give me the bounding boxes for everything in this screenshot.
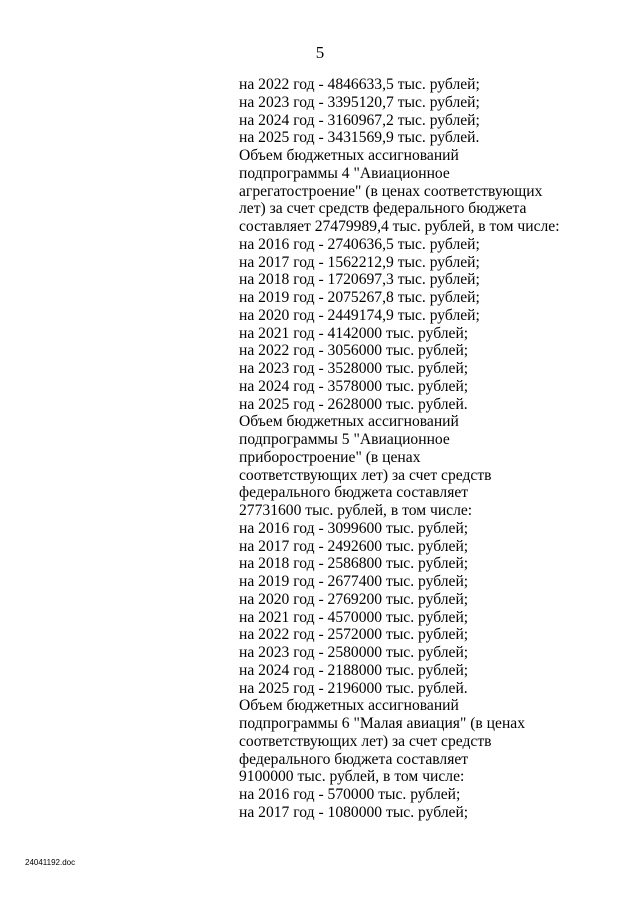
- text-line: на 2019 год - 2075267,8 тыс. рублей;: [239, 289, 480, 306]
- text-line: на 2019 год - 2677400 тыс. рублей;: [239, 573, 469, 590]
- text-line: на 2025 год - 2628000 тыс. рублей.: [239, 395, 468, 413]
- text-line: на 2021 год - 4142000 тыс. рублей;: [239, 324, 469, 342]
- text-line: на 2017 год - 1080000 тыс. рублей;: [239, 803, 469, 821]
- text-line: на 2016 год - 2740636,5 тыс. рублей;: [239, 235, 480, 253]
- text-line: на 2022 год - 3056000 тыс. рублей;: [239, 342, 469, 360]
- text-line: лет) за счет средств федерального бюджета: [239, 200, 527, 218]
- text-line: Объем бюджетных ассигнований: [239, 697, 459, 715]
- text-line: составляет 27479989,4 тыс. рублей, в том числе:: [239, 218, 560, 235]
- text-line: 27731600 тыс. рублей, в том числе:: [239, 502, 473, 519]
- text-line: на 2020 год - 2449174,9 тыс. рублей;: [239, 306, 480, 324]
- text-line: 9100000 тыс. рублей, в том числе:: [239, 768, 465, 786]
- text-line: на 2022 год - 2572000 тыс. рублей;: [239, 626, 469, 644]
- text-line: на 2023 год - 3395120,7 тыс. рублей;: [239, 93, 480, 111]
- text-line: соответствующих лет) за счет средств: [239, 466, 492, 484]
- text-line: на 2024 год - 3160967,2 тыс. рублей;: [239, 111, 480, 129]
- text-line: на 2016 год - 570000 тыс. рублей;: [239, 786, 461, 803]
- footer-filename: 24041192.doc: [25, 858, 76, 867]
- text-line: на 2024 год - 3578000 тыс. рублей;: [239, 377, 469, 395]
- text-line: федерального бюджета составляет: [239, 484, 469, 502]
- text-line: на 2018 год - 1720697,3 тыс. рублей;: [239, 271, 480, 289]
- text-line: Объем бюджетных ассигнований: [239, 413, 459, 431]
- text-line: на 2021 год - 4570000 тыс. рублей;: [239, 608, 469, 626]
- text-line: на 2023 год - 3528000 тыс. рублей;: [239, 360, 469, 377]
- text-line: Объем бюджетных ассигнований: [239, 147, 459, 164]
- text-line: на 2024 год - 2188000 тыс. рублей;: [239, 661, 469, 679]
- text-line: федерального бюджета составляет: [239, 750, 469, 768]
- text-line: на 2017 год - 2492600 тыс. рублей;: [239, 537, 469, 555]
- text-line: подпрограммы 4 "Авиационное: [239, 164, 450, 182]
- text-line: приборостроение" (в ценах: [239, 448, 421, 466]
- text-line: агрегатостроение" (в ценах соответствующих: [239, 182, 543, 200]
- text-line: на 2020 год - 2769200 тыс. рублей;: [239, 590, 469, 608]
- page-number: 5: [315, 43, 325, 62]
- text-line: на 2025 год - 2196000 тыс. рублей.: [239, 679, 468, 697]
- text-line: на 2017 год - 1562212,9 тыс. рублей;: [239, 253, 480, 271]
- text-line: на 2025 год - 3431569,9 тыс. рублей.: [239, 129, 480, 147]
- text-line: на 2022 год - 4846633,5 тыс. рублей;: [239, 76, 480, 93]
- document-body-text: [239, 76, 599, 822]
- text-line: соответствующих лет) за счет средств: [239, 732, 492, 750]
- text-line: подпрограммы 6 "Малая авиация" (в ценах: [239, 715, 526, 732]
- text-line: на 2016 год - 3099600 тыс. рублей;: [239, 519, 469, 537]
- text-line: подпрограммы 5 "Авиационное: [239, 431, 450, 448]
- text-line: на 2023 год - 2580000 тыс. рублей;: [239, 644, 469, 661]
- text-line: на 2018 год - 2586800 тыс. рублей;: [239, 555, 469, 573]
